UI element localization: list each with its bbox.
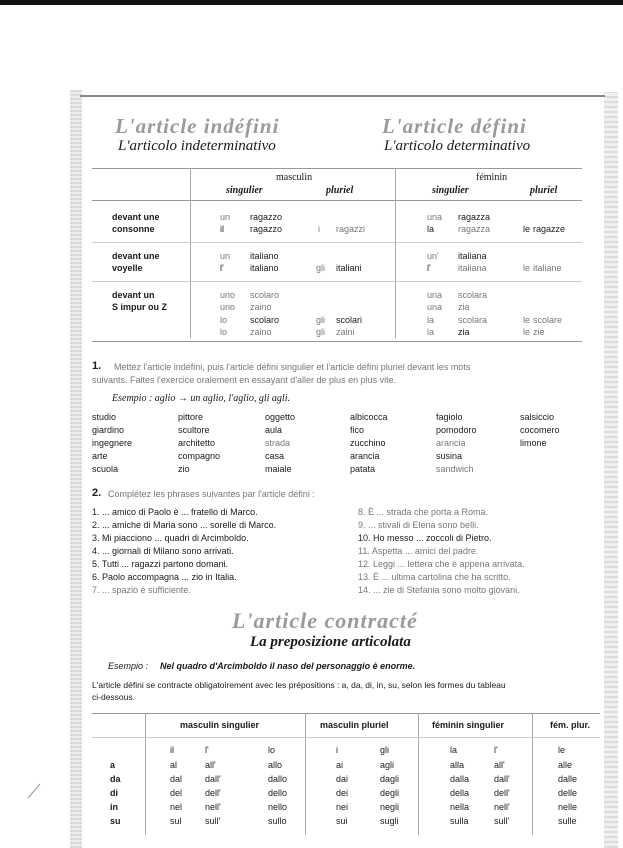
contracted-form: sull' [205,816,221,826]
word: arte [92,451,108,461]
contracted-form: dello [268,788,288,798]
contracted-form: sullo [268,816,287,826]
contracted-form: sul [170,816,182,826]
header-masc-plural: masculin pluriel [320,720,389,730]
table-cell: la [427,327,435,337]
header-fem-plural: pluriel [530,185,558,196]
sentence: 6. Paolo accompagna ... zio in Italia. [92,572,237,582]
title-indefinite: L'article indéfini [115,114,280,138]
table-rule [92,737,600,738]
word: arancia [436,438,466,448]
contracted-form: sulla [450,816,469,826]
word: salsiccio [520,412,555,422]
contracted-form: sulle [558,816,577,826]
contracted-form: dai [336,774,349,784]
table-cell: le [523,315,531,325]
table-divider [395,168,396,338]
word: studio [92,412,117,422]
contracted-form: dalla [450,774,470,784]
table-cell: i [318,224,320,234]
top-rule [80,95,605,97]
row-label: devant une [112,251,160,261]
row-label: consonne [112,224,155,234]
sentence: 8. È ... strada che porta a Roma. [358,507,489,517]
title-contracted: L'article contracté [232,608,418,633]
contracted-form: all' [205,760,216,770]
table-cell: una [427,302,443,312]
table-divider [145,713,146,835]
table-cell: un [220,212,231,222]
contracted-form: nei [336,802,349,812]
contracted-form: nello [268,802,288,812]
scan-top-edge [0,0,623,5]
word: cocomero [520,425,560,435]
table-cell: la [427,224,435,234]
table-cell: ragazza [458,212,491,222]
contracted-form: sull' [494,816,510,826]
contracted-form: dall' [494,774,510,784]
word: giardino [92,425,125,435]
contracted-form: del [170,788,183,798]
contracted-form: alla [450,760,465,770]
pen-mark [26,780,46,800]
table-cell: ragazzi [336,224,366,234]
sentence: 14. ... zie di Stefania sono molto giovani. [358,585,520,595]
article-header: il [170,745,174,755]
word: zucchino [350,438,386,448]
contracted-form: degli [380,788,400,798]
table-cell: un [220,251,231,261]
table-cell: le [523,224,531,234]
word: ingegnere [92,438,133,448]
table-rule [92,281,582,282]
sentence: 1. ... amico di Paolo è ... fratello di Marco. [92,507,258,517]
word: albicocca [350,412,388,422]
table-cell: le [523,327,531,337]
preposition-label: su [110,816,121,826]
table-cell: ragazze [533,224,566,234]
sentence: 5. Tutti ... ragazzi partono domani. [92,559,229,569]
word: maiale [265,464,292,474]
rule-text: L'article défini se contracte obligatoirement avec les prépositions : a, da, di, in, su, selon les formes du tableau [92,680,506,690]
table-cell: l' [220,263,224,273]
table-cell: scolaro [250,290,280,300]
scan-left-edge [70,90,82,848]
word: fico [350,425,365,435]
contracted-form: dei [336,788,349,798]
table-cell: italiana [458,263,487,273]
header-masc-plural: pluriel [326,185,354,196]
exercise-instruction: suivants. Faites l'exercice oralement en essayant d'aller de plus en plus vite. [92,375,397,385]
contracted-form: sui [336,816,348,826]
contracted-form: dell' [494,788,510,798]
article-header: la [450,745,458,755]
table-divider [190,168,191,338]
table-cell: zie [533,327,545,337]
contracted-form: sugli [380,816,399,826]
word: scuola [92,464,119,474]
contracted-form: nell' [494,802,510,812]
title-definite: L'article défini [382,114,527,138]
contracted-form: allo [268,760,283,770]
table-cell: italiano [250,263,279,273]
sentence: 4. ... giornali di Milano sono arrivati. [92,546,234,556]
table-cell: il [220,224,224,234]
article-header: gli [380,745,390,755]
sentence: 10. Ho messo ... zoccoli di Pietro. [358,533,492,543]
table-cell: un' [427,251,439,261]
table-cell: scolara [458,290,488,300]
article-header: le [558,745,566,755]
contracted-form: dallo [268,774,288,784]
row-label: voyelle [112,263,143,273]
contracted-form: dagli [380,774,400,784]
table-cell: uno [220,302,236,312]
header-masc-singular: masculin singulier [180,720,260,730]
word: architetto [178,438,216,448]
header-masc-singular: singulier [226,185,263,196]
table-cell: uno [220,290,236,300]
row-label: S impur ou Z [112,302,167,312]
table-divider [532,713,533,835]
exercise-instruction: Complétez les phrases suivantes par l'article défini : [108,489,315,499]
word: scultore [178,425,210,435]
table-cell: gli [316,327,326,337]
contracted-form: ai [336,760,344,770]
word: zio [178,464,190,474]
table-cell: lo [220,327,228,337]
table-cell: gli [316,315,326,325]
table-cell: ragazzo [250,212,283,222]
subtitle-indefinite: L'articolo indeterminativo [118,138,276,154]
word: patata [350,464,376,474]
word: arancia [350,451,380,461]
contracted-form: nelle [558,802,578,812]
table-cell: zia [458,302,470,312]
table-rule [92,713,600,714]
table-cell: italiani [336,263,362,273]
word: sandwich [436,464,474,474]
row-label: devant une [112,212,160,222]
preposition-label: a [110,760,116,770]
table-cell: scolare [533,315,563,325]
table-cell: italiana [458,251,487,261]
sentence: 11. Aspetta ... amici del padre. [358,546,479,556]
table-cell: scolaro [250,315,280,325]
word: pomodoro [436,425,477,435]
word: casa [265,451,285,461]
row-label: devant un [112,290,155,300]
table-cell: ragazza [458,224,491,234]
table-cell: italiano [250,251,279,261]
contracted-form: al [170,760,178,770]
contracted-form: all' [494,760,505,770]
sentence: 12. Leggi ... lettera che è appena arrivata. [358,559,525,569]
table-rule [92,341,582,342]
article-header: l' [494,745,498,755]
table-divider [305,713,306,835]
table-cell: le [523,263,531,273]
table-rule [92,200,582,201]
exercise-number: 2. [92,487,102,499]
contracted-form: dall' [205,774,221,784]
table-rule [92,168,582,169]
contracted-form: dal [170,774,183,784]
contracted-form: della [450,788,470,798]
word: strada [265,438,291,448]
contracted-form: negli [380,802,400,812]
header-fem-plural: fém. plur. [550,720,591,730]
word: limone [520,438,547,448]
table-cell: zaino [250,302,272,312]
contracted-form: delle [558,788,578,798]
word: pittore [178,412,204,422]
table-cell: scolara [458,315,488,325]
contracted-form: dell' [205,788,221,798]
table-cell: scolari [336,315,363,325]
table-cell: gli [316,263,326,273]
table-cell: la [427,315,435,325]
contracted-form: nell' [205,802,221,812]
scan-right-edge [604,92,618,848]
table-cell: italiane [533,263,562,273]
sentence: 2. ... amiche di Maria sono ... sorelle di Marco. [92,520,277,530]
header-fem-singular: singulier [432,185,469,196]
word: compagno [178,451,221,461]
example-text: Nel quadro d'Arcimboldo il naso del personaggio è enorme. [160,661,416,671]
sentence: 7. ... spazio è sufficiente. [92,585,191,595]
sentence: 9. ... stivali di Elena sono belli. [358,520,479,530]
table-rule [92,242,582,243]
contracted-form: alle [558,760,573,770]
subtitle-definite: L'articolo determinativo [384,138,531,154]
table-cell: una [427,212,443,222]
preposition-label: in [110,802,118,812]
word: oggetto [265,412,296,422]
preposition-label: da [110,774,121,784]
word: aula [265,425,283,435]
contracted-form: dalle [558,774,578,784]
subtitle-contracted: La preposizione articolata [250,634,411,650]
rule-text: ci-dessous. [92,692,135,702]
exercise-number: 1. [92,360,102,372]
contracted-form: nel [170,802,183,812]
table-divider [418,713,419,835]
table-cell: ragazzo [250,224,283,234]
word: fagiolo [436,412,463,422]
header-masculine: masculin [276,172,313,183]
table-cell: zia [458,327,470,337]
exercise-instruction: Mettez l'article indéfini, puis l'article défini singulier et l'article défini pluriel devant les mots [114,362,471,372]
article-header: lo [268,745,276,755]
preposition-label: di [110,788,118,798]
contracted-form: agli [380,760,395,770]
header-feminine: féminin [476,172,508,183]
sentence: 13. È ... ultima cartolina che ha scritto. [358,572,511,582]
contracted-form: nella [450,802,470,812]
table-cell: zaini [336,327,355,337]
header-fem-singular: féminin singulier [432,720,505,730]
word: susina [436,451,463,461]
table-cell: l' [427,263,431,273]
table-cell: zaino [250,327,272,337]
article-header: l' [205,745,209,755]
exercise-example: Esempio : aglio → un aglio, l'aglio, gli agli. [112,393,290,404]
table-cell: una [427,290,443,300]
sentence: 3. Mi piacciono ... quadri di Arcimboldo. [92,533,249,543]
article-header: i [336,745,338,755]
example-label: Esempio : [108,661,149,671]
table-cell: lo [220,315,228,325]
